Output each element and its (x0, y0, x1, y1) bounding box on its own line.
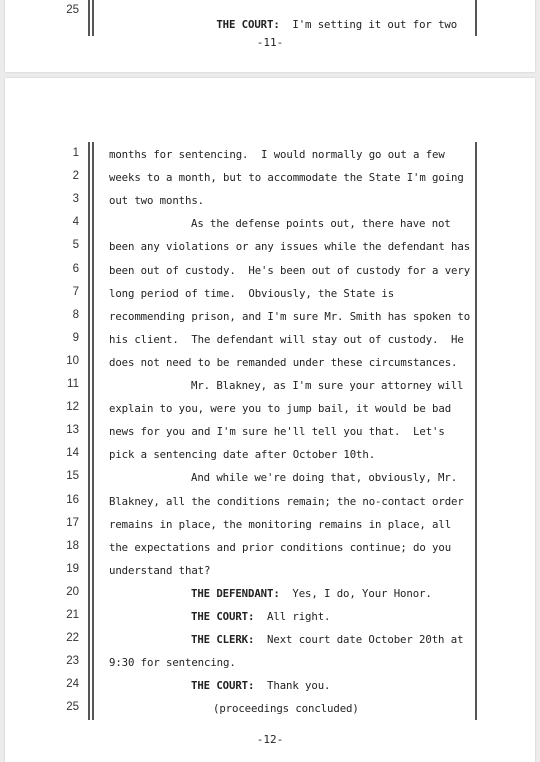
speaker-label: THE COURT: (191, 679, 255, 693)
line-number: 19 (66, 562, 79, 575)
speaker-label: THE COURT: (191, 610, 255, 623)
line-text: And while we're doing that, obviously, Mr. (191, 471, 458, 485)
transcript-page (5, 78, 535, 762)
left-margin-rule (92, 142, 94, 720)
transcript-line (109, 402, 451, 415)
line-text: Blakney, all the conditions remain; the no-contact order (109, 494, 464, 508)
transcript-line (109, 310, 470, 323)
line-number: 1 (72, 147, 79, 159)
line-text: his client. The defendant will stay out of custody. He (109, 332, 464, 346)
line-number: 8 (72, 308, 79, 321)
transcript-line (109, 425, 445, 438)
line-text: Mr. Blakney, as I'm sure your attorney will (191, 379, 464, 392)
transcript-line (109, 541, 451, 554)
line-text: explain to you, were you to jump bail, it would be bad (109, 402, 452, 416)
transcript-line (109, 171, 464, 184)
line-text: All right. (267, 610, 331, 623)
line-number: 20 (66, 585, 79, 598)
transcript-line (109, 564, 210, 577)
transcript-line (109, 656, 236, 669)
line-text: Yes, I do, Your Honor. (292, 586, 432, 600)
line-text: I'm setting it out for two (292, 18, 458, 31)
line-text: long period of time. Obviously, the State is (109, 286, 395, 300)
line-text: (proceedings concluded) (213, 702, 359, 716)
transcript-line (191, 610, 330, 623)
line-number: 15 (66, 470, 79, 483)
line-text: recommending prison, and I'm sure Mr. Smith has spoken to (109, 309, 471, 323)
line-number: 24 (66, 678, 79, 691)
line-number: 3 (72, 193, 79, 206)
transcript-line (109, 448, 375, 461)
line-text: Next court date October 20th at (267, 633, 464, 647)
line-number: 11 (67, 378, 79, 390)
transcript-line (109, 264, 470, 277)
line-text: the expectations and prior conditions continue; do you (109, 540, 452, 554)
page-number: -11- (256, 36, 284, 49)
line-number: 17 (66, 516, 79, 529)
line-text: Thank you. (267, 679, 331, 693)
line-text: understand that? (109, 563, 211, 577)
page-number: -12- (256, 733, 284, 746)
line-text: news for you and I'm sure he'll tell you that. Let's (109, 425, 445, 439)
transcript-line (191, 679, 330, 692)
line-number: 5 (72, 239, 79, 252)
left-margin-rule (88, 0, 90, 36)
left-margin-rule (92, 0, 94, 36)
line-number: 9 (72, 331, 79, 344)
line-number: 16 (66, 493, 79, 506)
transcript-line (109, 495, 464, 508)
transcript-line (109, 148, 445, 161)
line-text: out two months. (109, 194, 205, 208)
line-number: 21 (66, 609, 79, 621)
transcript-line (109, 518, 451, 531)
transcript-line (191, 471, 457, 484)
transcript-line (109, 240, 470, 253)
line-number: 12 (66, 401, 79, 414)
line-number: 25 (66, 4, 79, 16)
speaker-label: THE COURT: (216, 18, 280, 31)
line-text: remains in place, the monitoring remains in place, all (109, 517, 452, 531)
line-number: 7 (72, 285, 79, 298)
transcript-line (191, 633, 463, 646)
speaker-label: THE DEFENDANT: (191, 586, 280, 600)
line-number: 13 (66, 424, 79, 437)
line-text: pick a sentencing date after October 10th. (109, 448, 376, 462)
line-number: 4 (72, 216, 79, 229)
line-number: 2 (72, 170, 79, 183)
line-text: months for sentencing. I would normally go out a few (109, 148, 445, 161)
transcript-line (191, 587, 432, 600)
line-number: 23 (66, 655, 79, 668)
line-text: 9:30 for sentencing. (109, 656, 236, 670)
line-number: 14 (66, 447, 79, 460)
transcript-line (109, 287, 394, 300)
left-margin-rule (88, 142, 90, 720)
line-number: 22 (66, 632, 79, 645)
line-text: does not need to be remanded under these circumstances. (109, 355, 458, 369)
right-margin-rule (475, 142, 477, 720)
transcript-line (109, 356, 457, 369)
right-margin-rule (475, 0, 477, 36)
transcript-line (191, 379, 463, 392)
transcript-line (109, 333, 464, 346)
transcript-line (109, 194, 204, 207)
speaker-label: THE CLERK: (191, 633, 255, 647)
transcript-line (213, 702, 359, 715)
line-text: been out of custody. He's been out of custody for a very (109, 263, 471, 277)
transcript-line (191, 217, 451, 230)
line-number: 10 (66, 354, 79, 367)
line-text: been any violations or any issues while the defendant has (109, 240, 471, 254)
line-number: 6 (72, 262, 79, 275)
line-text: As the defense points out, there have not (191, 217, 451, 231)
line-number: 25 (66, 701, 79, 714)
line-text: weeks to a month, but to accommodate the State I'm going (109, 171, 464, 185)
line-number: 18 (66, 539, 79, 552)
previous-page (5, 0, 535, 72)
